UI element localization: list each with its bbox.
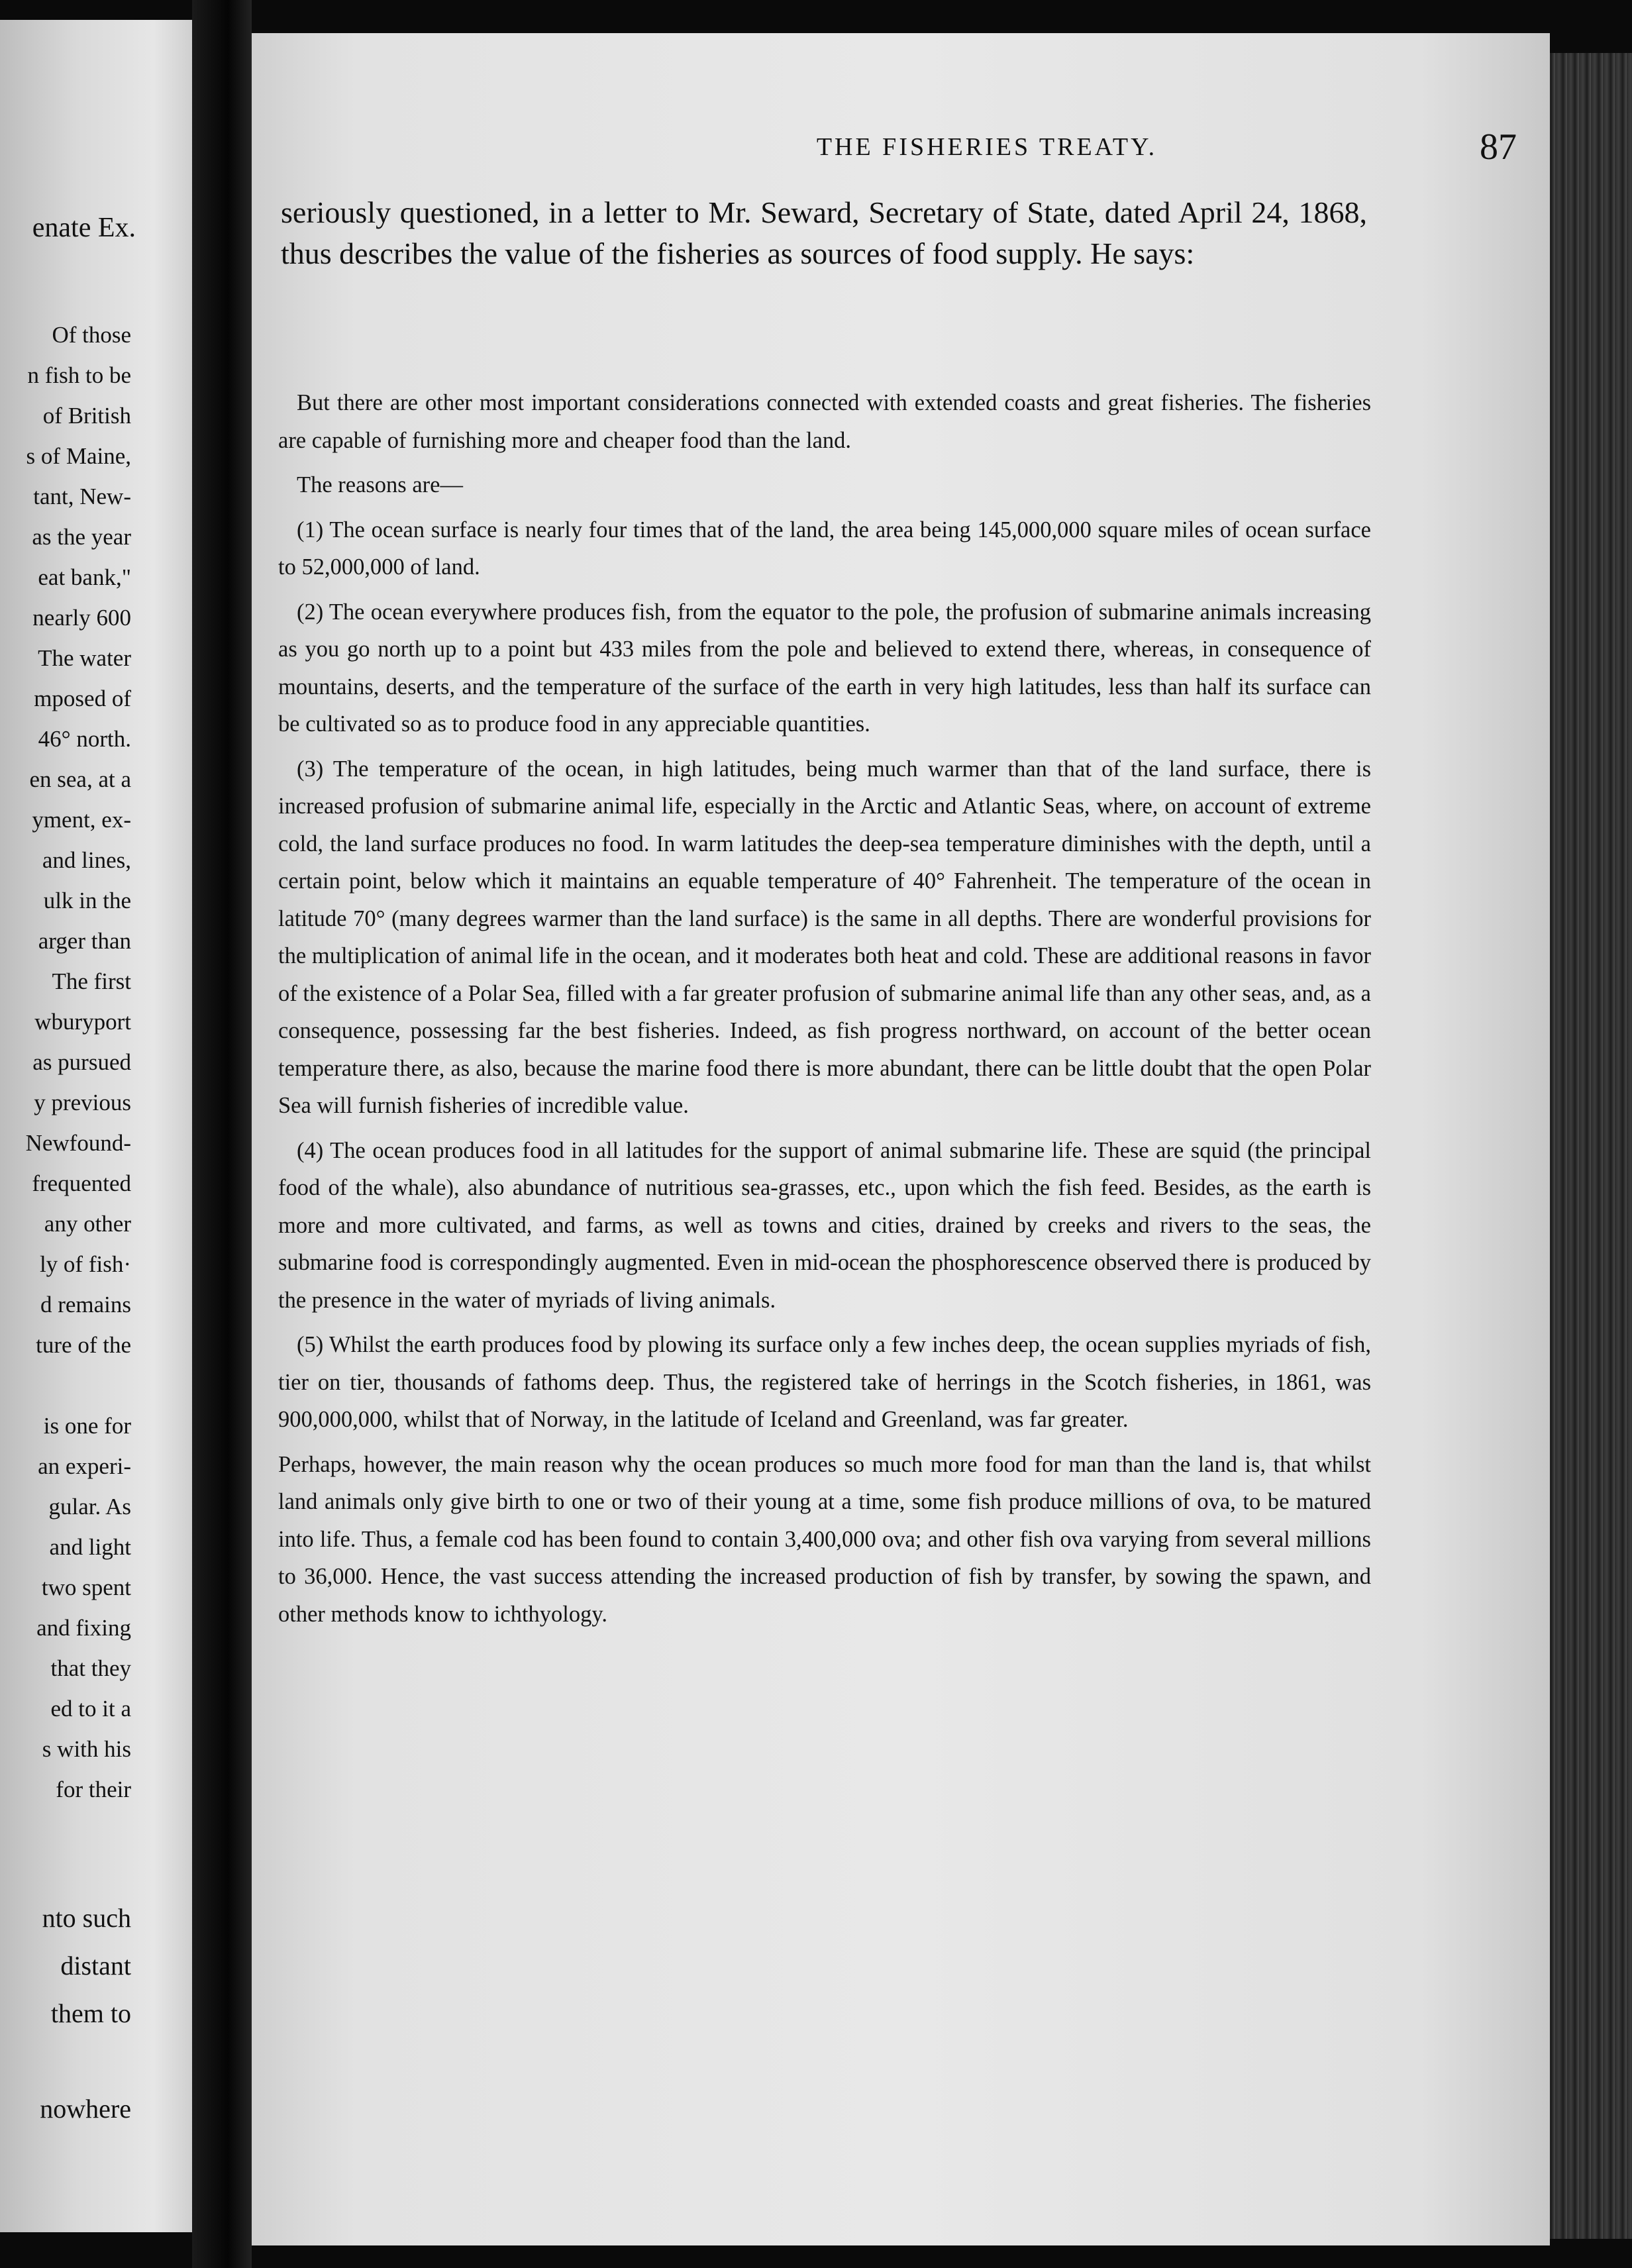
- facing-line: two spent: [41, 1574, 131, 1600]
- facing-line: ture of the: [36, 1332, 131, 1358]
- facing-line: nto such: [42, 1903, 131, 1933]
- facing-line: wburyport: [34, 1009, 131, 1035]
- facing-line: s with his: [42, 1736, 131, 1762]
- facing-line: Newfound-: [25, 1130, 131, 1156]
- facing-line: and light: [49, 1534, 131, 1560]
- facing-line: en sea, at a: [29, 766, 131, 792]
- facing-line: d remains: [40, 1292, 131, 1317]
- facing-line: Of those: [52, 322, 131, 348]
- facing-line: ulk in the: [43, 888, 131, 913]
- facing-line: [0, 2037, 185, 2085]
- facing-line: frequented: [32, 1170, 131, 1196]
- facing-line: nowhere: [40, 2094, 131, 2124]
- facing-line: any other: [44, 1211, 131, 1237]
- facing-page-left: [0, 20, 192, 2232]
- quote-paragraph: (4) The ocean produces food in all latitudes for the support of animal submarine life. These are squid (the principal food of the whale), also abundance of nutritious sea-grasses, etc., upon which the fish feed. Besides, as the earth is more and more cultivated, and farms, as well as towns and cities, drained by creeks and rivers to the seas, the submarine food is correspondingly augmented. Even in mid-ocean the phosphorescence observed there is produced by the presence in the water of myriads of living animals.: [278, 1137, 1371, 1313]
- facing-line: is one for: [43, 1413, 131, 1439]
- book-page: [252, 33, 1550, 2245]
- running-head: THE FISHERIES TREATY.: [816, 133, 1158, 161]
- page-edges: [1543, 53, 1632, 2239]
- block-quote: [278, 384, 1371, 1633]
- facing-line: y previous: [34, 1090, 131, 1115]
- quote-paragraph: The reasons are—: [297, 472, 463, 497]
- facing-line: n fish to be: [27, 362, 131, 388]
- facing-line: 46° north.: [38, 726, 131, 752]
- facing-page-text: [0, 315, 185, 1810]
- facing-line: for their: [56, 1777, 131, 1802]
- facing-line: [0, 1365, 185, 1406]
- page-number: 87: [1480, 127, 1517, 168]
- facing-line: of British: [42, 403, 131, 429]
- facing-line: yment, ex-: [32, 807, 131, 833]
- facing-line: gular. As: [48, 1494, 131, 1520]
- facing-line: an experi-: [38, 1453, 131, 1479]
- facing-line: The water: [38, 645, 131, 671]
- facing-line: distant: [60, 1951, 131, 1981]
- facing-line: ed to it a: [50, 1696, 131, 1722]
- facing-line: mposed of: [34, 686, 131, 711]
- facing-line: nearly 600: [32, 605, 131, 631]
- quote-paragraph: But there are other most important considerations connected with extended coasts and great fisheries. The fisheries are capable of furnishing more and cheaper food than the land.: [278, 390, 1371, 453]
- quote-paragraph: (5) Whilst the earth produces food by plowing its surface only a few inches deep, the ocean supplies myriads of fish, tier on tier, thousands of fathoms deep. Thus, the registered take of herrings in the Scotch fisheries, in 1861, was 900,000,000, whilst that of Norway, in the latitude of Iceland and Greenland, was far greater.: [278, 1332, 1371, 1432]
- facing-page-bottom-text: [0, 1894, 185, 2133]
- facing-line: s of Maine,: [26, 443, 131, 469]
- facing-line: eat bank,": [38, 564, 131, 590]
- facing-page-header: enate Ex.: [32, 213, 136, 243]
- intro-paragraph: seriously questioned, in a letter to Mr. Seward, Secretary of State, dated April 24, 1868, thus describes the value of the fisheries as sources of food supply. He says:: [281, 195, 1367, 270]
- facing-line: arger than: [38, 928, 131, 954]
- facing-line: as pursued: [32, 1049, 131, 1075]
- quote-paragraph: (1) The ocean surface is nearly four times that of the land, the area being 145,000,000 square miles of ocean surface to 52,000,000 of land.: [278, 517, 1371, 580]
- facing-line: that they: [50, 1655, 131, 1681]
- facing-line: them to: [50, 1998, 131, 2028]
- facing-line: as the year: [32, 524, 131, 550]
- quote-paragraph: Perhaps, however, the main reason why the ocean produces so much more food for man than the land is, that whilst land animals only give birth to one or two of their young at a time, some fish produce millions of ova, to be matured into life. Thus, a female cod has been found to contain 3,400,000 ova; and other fish ova varying from several millions to 36,000. Hence, the vast success attending the increased production of fish by transfer, by sowing the spawn, and other methods know to ichthyology.: [278, 1451, 1371, 1627]
- book-gutter: [192, 0, 252, 2268]
- facing-line: tant, New-: [33, 484, 131, 509]
- quote-paragraph: (2) The ocean everywhere produces fish, from the equator to the pole, the profusion of submarine animals increasing as you go north up to a point but 433 miles from the pole and believed to extend there, whereas, in consequence of mountains, deserts, and the temperature of the surface of the earth in very high latitudes, less than half its surface can be cultivated so as to produce food in any appreciable quantities.: [278, 599, 1371, 737]
- quote-paragraph: (3) The temperature of the ocean, in high latitudes, being much warmer than that of the land surface, there is increased profusion of submarine animal life, especially in the Arctic and Atlantic Seas, where, on account of extreme cold, the land surface produces no food. In warm latitudes the deep-sea temperature diminishes with the depth, until a certain point, below which it maintains an equable temperature of 40° Fahrenheit. The temperature of the ocean in latitude 70° (many degrees warmer than the land surface) is the same in all depths. There are wonderful provisions for the multiplication of animal life in the ocean, and it moderates both heat and cold. These are additional reasons in favor of the existence of a Polar Sea, filled with a far greater profusion of submarine animal life than any other seas, and, as a consequence, possessing far the best fisheries. Indeed, as fish progress northward, on account of the better ocean temperature there, as also, because the marine food there is more abundant, there can be little doubt that the open Polar Sea will furnish fisheries of incredible value.: [278, 756, 1371, 1118]
- facing-line: and fixing: [36, 1615, 131, 1641]
- facing-line: ly of fish·: [39, 1251, 131, 1277]
- facing-line: The first: [52, 968, 131, 994]
- facing-line: and lines,: [42, 847, 131, 873]
